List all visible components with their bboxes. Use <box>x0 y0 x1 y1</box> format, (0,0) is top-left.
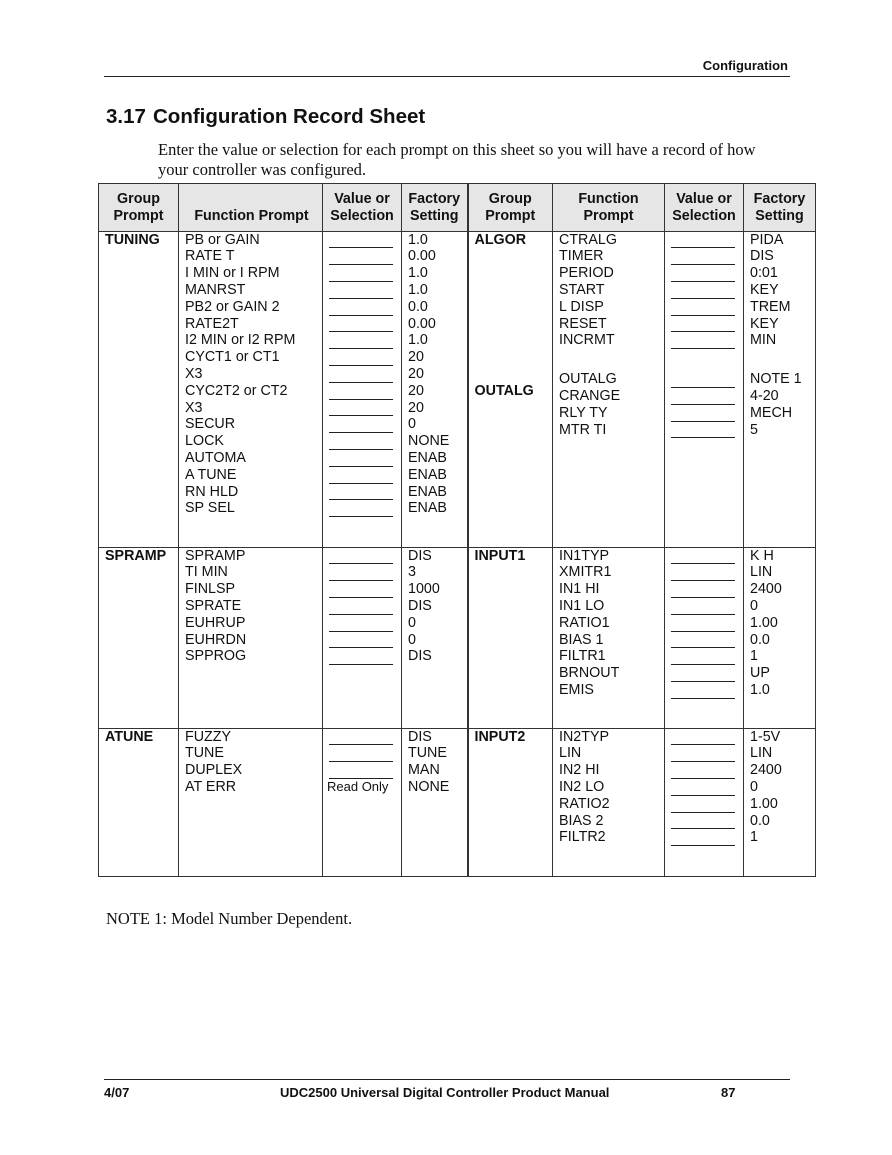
function-prompt: A TUNE <box>185 466 237 483</box>
table-row <box>99 231 816 547</box>
function-prompt: FUZZY <box>185 728 232 745</box>
configuration-record-table <box>98 183 816 877</box>
value-entry-blank[interactable] <box>671 779 735 796</box>
table-header-row <box>99 184 816 232</box>
function-prompt: PB2 or GAIN 2 <box>185 298 280 315</box>
value-entry-blank[interactable] <box>329 416 393 433</box>
group-spacer <box>475 615 547 632</box>
group-spacer <box>475 813 547 830</box>
value-cell <box>665 547 744 728</box>
function-prompt-cell <box>553 728 665 876</box>
value-entry-blank[interactable] <box>671 265 735 282</box>
function-prompt: EMIS <box>559 681 594 698</box>
factory-setting: NONE <box>408 778 450 795</box>
col-header-factory: Factory Setting <box>744 184 816 232</box>
function-prompt: EUHRDN <box>185 631 247 648</box>
function-prompt: TUNE <box>185 745 224 762</box>
value-entry-blank[interactable] <box>671 615 735 632</box>
section-number: 3.17 <box>106 105 146 128</box>
value-entry-blank[interactable] <box>329 265 393 282</box>
col-header-function: Function Prompt <box>553 184 665 232</box>
factory-setting: 1.0 <box>408 281 428 298</box>
group-prompt-cell <box>468 547 553 728</box>
group-prompt: OUTALG <box>474 382 534 399</box>
group-prompt: ALGOR <box>474 231 527 248</box>
function-prompt: RATE T <box>185 248 235 265</box>
value-entry-blank[interactable] <box>329 366 393 383</box>
value-entry-blank[interactable] <box>671 729 735 746</box>
factory-setting: 1.00 <box>750 614 778 631</box>
factory-setting-cell <box>402 547 468 728</box>
function-prompt: BIAS 1 <box>559 631 604 648</box>
function-prompt: SPPROG <box>185 648 247 665</box>
factory-setting: 0.0 <box>750 631 770 648</box>
footer-date: 4/07 <box>104 1085 130 1100</box>
group-spacer <box>475 366 547 383</box>
value-entry-blank[interactable] <box>671 248 735 265</box>
factory-setting: DIS <box>408 597 432 614</box>
factory-setting: 0 <box>750 778 758 795</box>
factory-setting: 1 <box>750 829 758 846</box>
factory-setting: ENAB <box>408 466 447 483</box>
value-entry-blank[interactable] <box>329 564 393 581</box>
value-entry-blank[interactable] <box>671 745 735 762</box>
value-entry-blank[interactable] <box>329 615 393 632</box>
factory-setting: 0.00 <box>408 315 436 332</box>
factory-setting: 0 <box>408 614 416 631</box>
group-prompt: TUNING <box>99 231 179 547</box>
function-prompt: PB or GAIN <box>185 231 260 248</box>
function-prompt: CYC2T2 or CT2 <box>185 382 288 399</box>
function-prompt: IN1 HI <box>559 581 600 598</box>
value-cell <box>323 231 402 547</box>
function-prompt-cell <box>179 547 323 728</box>
value-entry-blank[interactable] <box>329 648 393 665</box>
group-spacer <box>475 299 547 316</box>
factory-setting: 5 <box>750 421 758 438</box>
group-spacer <box>475 796 547 813</box>
factory-setting: 20 <box>408 399 424 416</box>
function-prompt: SPRATE <box>185 597 242 614</box>
value-entry-blank[interactable] <box>329 349 393 366</box>
value-entry-blank[interactable] <box>671 648 735 665</box>
function-prompt-cell <box>553 231 665 547</box>
value-entry-blank[interactable] <box>671 548 735 565</box>
factory-setting: 20 <box>408 349 424 366</box>
value-entry-blank[interactable] <box>671 813 735 830</box>
factory-setting: ENAB <box>408 500 447 517</box>
function-prompt: IN2TYP <box>559 728 610 745</box>
group-spacer <box>475 581 547 598</box>
factory-setting: NOTE 1 <box>750 371 802 388</box>
factory-setting: MECH <box>750 404 793 421</box>
function-prompt: TIMER <box>559 248 604 265</box>
value-entry-blank[interactable] <box>671 762 735 779</box>
group-prompt: ATUNE <box>99 728 179 876</box>
group-spacer <box>559 349 658 371</box>
group-spacer <box>475 564 547 581</box>
factory-setting: 0:01 <box>750 265 778 282</box>
header-section-label: Configuration <box>702 58 788 73</box>
factory-setting: NONE <box>408 433 450 450</box>
value-entry-blank[interactable] <box>329 484 393 501</box>
function-prompt: I2 MIN or I2 RPM <box>185 332 296 349</box>
value-entry-blank[interactable] <box>671 388 735 405</box>
read-only-label: Read Only <box>327 778 389 794</box>
value-entry-blank[interactable] <box>671 598 735 615</box>
group-prompt: INPUT1 <box>474 547 526 564</box>
function-prompt: AUTOMA <box>185 449 246 466</box>
factory-setting-cell <box>744 547 816 728</box>
function-prompt: START <box>559 281 605 298</box>
value-entry-blank[interactable] <box>329 332 393 349</box>
factory-setting: MAN <box>408 762 440 779</box>
value-entry-blank[interactable] <box>329 316 393 333</box>
factory-setting: LIN <box>750 745 773 762</box>
factory-setting: TREM <box>750 298 791 315</box>
value-entry-blank[interactable] <box>671 829 735 846</box>
factory-setting: 1.00 <box>750 795 778 812</box>
group-spacer <box>475 682 547 699</box>
function-prompt: LOCK <box>185 433 224 450</box>
value-entry-blank[interactable] <box>329 632 393 649</box>
factory-setting: 4-20 <box>750 387 779 404</box>
value-entry-blank[interactable] <box>671 282 735 299</box>
factory-setting-cell <box>744 728 816 876</box>
function-prompt-cell <box>179 728 323 876</box>
function-prompt: DUPLEX <box>185 762 243 779</box>
factory-setting: ENAB <box>408 449 447 466</box>
value-entry-blank[interactable] <box>671 665 735 682</box>
function-prompt: MTR TI <box>559 421 607 438</box>
factory-setting: 1.0 <box>750 681 770 698</box>
factory-setting: 0.0 <box>750 812 770 829</box>
col-header-function: Function Prompt <box>179 184 323 232</box>
function-prompt: FILTR1 <box>559 648 606 665</box>
factory-setting: 1.0 <box>408 265 428 282</box>
group-prompt: SPRAMP <box>99 547 179 728</box>
value-entry-blank[interactable] <box>671 422 735 439</box>
group-spacer <box>475 779 547 796</box>
intro-paragraph: Enter the value or selection for each prompt on this sheet so you will have a record of how your controller was configured. <box>158 140 756 179</box>
col-header-value: Value or Selection <box>323 184 402 232</box>
factory-setting: ENAB <box>408 483 447 500</box>
factory-setting-cell <box>402 231 468 547</box>
function-prompt: EUHRUP <box>185 614 246 631</box>
function-prompt: L DISP <box>559 298 604 315</box>
factory-setting: 1.0 <box>408 231 428 248</box>
value-entry-blank[interactable] <box>329 581 393 598</box>
function-prompt: RLY TY <box>559 404 608 421</box>
function-prompt: FINLSP <box>185 581 236 598</box>
page-title <box>106 105 425 129</box>
factory-setting: 0 <box>408 631 416 648</box>
function-prompt: XMITR1 <box>559 564 612 581</box>
value-entry-blank[interactable] <box>671 796 735 813</box>
value-entry-blank[interactable] <box>329 433 393 450</box>
function-prompt: I MIN or I RPM <box>185 265 280 282</box>
factory-setting-cell <box>402 728 468 876</box>
factory-setting: 1-5V <box>750 728 781 745</box>
value-entry-blank[interactable] <box>329 282 393 299</box>
function-prompt: SP SEL <box>185 500 235 517</box>
function-prompt: CTRALG <box>559 231 617 248</box>
footer-manual-title: UDC2500 Universal Digital Controller Product Manual <box>280 1085 610 1100</box>
factory-setting: 0 <box>408 416 416 433</box>
function-prompt: IN2 HI <box>559 762 600 779</box>
footer-page-number: 87 <box>721 1085 736 1100</box>
value-entry-blank[interactable] <box>671 405 735 422</box>
value-entry-blank[interactable] <box>671 316 735 333</box>
factory-setting: DIS <box>408 728 432 745</box>
value-entry-blank[interactable] <box>671 232 735 249</box>
function-prompt: IN1TYP <box>559 547 610 564</box>
group-prompt-cell <box>468 231 553 547</box>
factory-setting: 1000 <box>408 581 440 598</box>
group-spacer <box>750 349 809 371</box>
function-prompt: CRANGE <box>559 387 621 404</box>
function-prompt: MANRST <box>185 281 246 298</box>
col-header-group: Group Prompt <box>468 184 553 232</box>
value-entry-blank[interactable] <box>329 467 393 484</box>
factory-setting: 0.0 <box>408 298 428 315</box>
factory-setting: 0.00 <box>408 248 436 265</box>
factory-setting: 20 <box>408 365 424 382</box>
function-prompt: X3 <box>185 399 203 416</box>
value-cell <box>323 547 402 728</box>
function-prompt: RESET <box>559 315 607 332</box>
value-entry-blank[interactable] <box>329 299 393 316</box>
factory-setting: DIS <box>408 648 432 665</box>
value-entry-blank[interactable] <box>329 762 393 779</box>
group-spacer <box>475 762 547 779</box>
function-prompt: OUTALG <box>559 371 617 388</box>
group-spacer <box>475 665 547 682</box>
function-prompt: IN1 LO <box>559 597 605 614</box>
function-prompt: SPRAMP <box>185 547 246 564</box>
function-prompt: RN HLD <box>185 483 239 500</box>
factory-setting: 3 <box>408 564 416 581</box>
function-prompt: INCRMT <box>559 332 615 349</box>
value-entry-blank[interactable] <box>329 598 393 615</box>
table-row <box>99 547 816 728</box>
factory-setting: K H <box>750 547 774 564</box>
function-prompt: RATIO1 <box>559 614 610 631</box>
col-header-factory: Factory Setting <box>402 184 468 232</box>
group-prompt-cell <box>468 728 553 876</box>
function-prompt: X3 <box>185 365 203 382</box>
factory-setting: DIS <box>750 248 774 265</box>
function-prompt-cell <box>179 231 323 547</box>
group-spacer <box>475 598 547 615</box>
value-entry-blank[interactable] <box>671 332 735 349</box>
value-entry-blank[interactable] <box>671 632 735 649</box>
factory-setting: 1 <box>750 648 758 665</box>
value-cell <box>323 728 402 876</box>
factory-setting: 2400 <box>750 762 782 779</box>
function-prompt: BIAS 2 <box>559 812 604 829</box>
function-prompt: SECUR <box>185 416 236 433</box>
value-cell <box>665 231 744 547</box>
function-prompt: IN2 LO <box>559 778 605 795</box>
factory-setting: PIDA <box>750 231 784 248</box>
group-spacer <box>475 265 547 282</box>
value-entry-blank[interactable] <box>329 383 393 400</box>
value-entry-blank[interactable] <box>329 400 393 417</box>
value-entry-blank[interactable] <box>671 682 735 699</box>
value-entry-blank[interactable] <box>671 581 735 598</box>
value-entry-blank[interactable] <box>329 548 393 565</box>
function-prompt: TI MIN <box>185 564 228 581</box>
function-prompt: LIN <box>559 745 582 762</box>
function-prompt: CYCT1 or CT1 <box>185 349 280 366</box>
value-entry-blank[interactable] <box>671 564 735 581</box>
factory-setting: LIN <box>750 564 773 581</box>
factory-setting: 2400 <box>750 581 782 598</box>
function-prompt: AT ERR <box>185 778 237 795</box>
factory-setting: KEY <box>750 315 779 332</box>
page-footer <box>104 1079 790 1102</box>
group-spacer <box>475 632 547 649</box>
value-cell <box>665 728 744 876</box>
value-entry-blank[interactable] <box>329 248 393 265</box>
value-entry-blank[interactable] <box>671 299 735 316</box>
factory-setting: 1.0 <box>408 332 428 349</box>
factory-setting: DIS <box>408 547 432 564</box>
group-spacer <box>475 332 547 349</box>
group-spacer <box>475 316 547 333</box>
table-row <box>99 728 816 876</box>
group-spacer <box>671 349 737 371</box>
function-prompt: RATIO2 <box>559 795 610 812</box>
value-entry-blank[interactable] <box>329 745 393 762</box>
col-header-value: Value or Selection <box>665 184 744 232</box>
group-spacer <box>475 282 547 299</box>
factory-setting: UP <box>750 665 770 682</box>
group-spacer <box>475 248 547 265</box>
function-prompt: PERIOD <box>559 265 614 282</box>
factory-setting-cell <box>744 231 816 547</box>
factory-setting: KEY <box>750 281 779 298</box>
value-entry-blank[interactable] <box>671 371 735 388</box>
group-prompt: INPUT2 <box>474 728 526 745</box>
value-entry-blank[interactable] <box>329 500 393 517</box>
function-prompt: RATE2T <box>185 315 239 332</box>
function-prompt-cell <box>553 547 665 728</box>
function-prompt: FILTR2 <box>559 829 606 846</box>
col-header-group: Group Prompt <box>99 184 179 232</box>
group-spacer <box>475 829 547 846</box>
group-spacer <box>475 745 547 762</box>
value-entry-blank[interactable] <box>329 232 393 249</box>
factory-setting: MIN <box>750 332 777 349</box>
section-title: Configuration Record Sheet <box>153 105 426 128</box>
group-spacer <box>475 648 547 665</box>
value-entry-blank[interactable] <box>329 450 393 467</box>
group-spacer <box>475 349 547 366</box>
factory-setting: 20 <box>408 382 424 399</box>
factory-setting: TUNE <box>408 745 447 762</box>
value-entry-blank[interactable] <box>329 729 393 746</box>
factory-setting: 0 <box>750 597 758 614</box>
page-header <box>104 56 790 77</box>
footnote: NOTE 1: Model Number Dependent. <box>106 909 353 928</box>
function-prompt: BRNOUT <box>559 665 620 682</box>
